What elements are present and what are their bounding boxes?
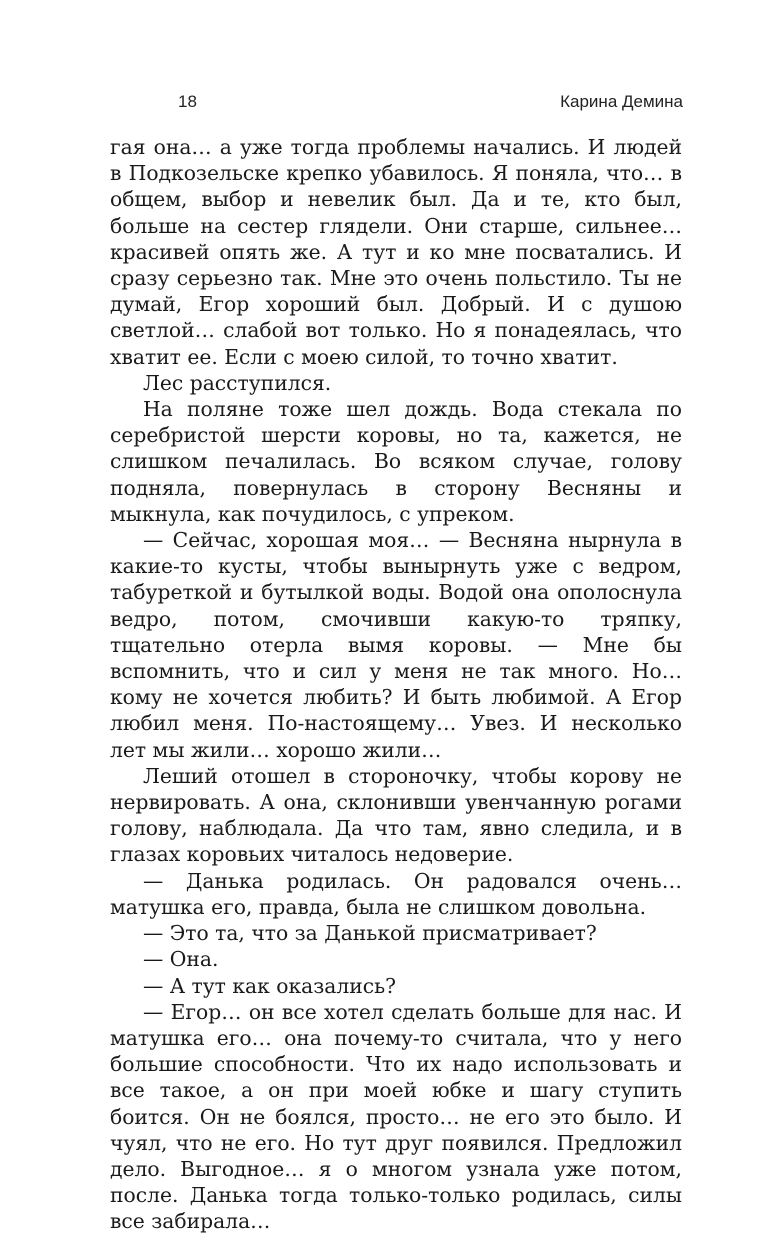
- paragraph: Леший отошел в стороночку, чтобы корову не нервировать. А она, склонивши увенчанную рогами голову, наблюдала. Да что там, явно следила, и в глазах коровьих читалось недоверие.: [110, 763, 682, 867]
- paragraph: гая она… а уже тогда проблемы начались. И людей в Подкозельске крепко убавилось. Я поняла, что… в общем, выбор и невелик был. Да и те, кто был, больше на сестер глядели. Они старше, сильнее… красивей опять же. А тут и ко мне посватались. И сразу серьезно так. Мне это очень польстило. Ты не думай, Егор хороший был. Добрый. И с душою светлой… слабой вот только. Но я понадеялась, что хватит ее. Если с моею силой, то точно хватит.: [110, 135, 682, 369]
- paragraph: На поляне тоже шел дождь. Вода стекала по серебристой шерсти коровы, но та, кажется, не слишком печалилась. Во всяком случае, голову подняла, повернулась в сторону Весняны и мыкнула, как почудилось, с упреком.: [110, 397, 682, 526]
- page-header: [110, 88, 683, 118]
- body-text: [110, 134, 682, 1235]
- paragraph: Лес расступился.: [143, 370, 332, 395]
- paragraph: — А тут как оказались?: [143, 973, 397, 998]
- running-head-author: Карина Демина: [560, 92, 683, 111]
- paragraph: — Данька родилась. Он радовался очень… матушка его, правда, была не слишком довольна.: [110, 868, 682, 919]
- paragraph: — Это та, что за Данькой присматривает?: [143, 921, 597, 946]
- paragraph: — Она.: [143, 947, 219, 972]
- page-number: 18: [178, 92, 197, 111]
- paragraph: — Сейчас, хорошая моя… — Весняна нырнула в какие-то кусты, чтобы вынырнуть уже с ведром, табуреткой и бутылкой воды. Водой она ополоснула ведро, потом, смочивши какую-то тряпку, тщательно отерла вымя коровы. — Мне бы вспомнить, что и сил у меня не так много. Но… кому не хочется любить? И быть любимой. А Егор любил меня. По-настоящему… Увез. И несколько лет мы жили… хорошо жили…: [110, 528, 682, 762]
- paragraph: — Егор… он все хотел сделать больше для нас. И матушка его… она почему-то считала, что у него большие способности. Что их надо использовать и все такое, а он при моей юбке и шагу ступить боится. Он не боялся, просто… не его это было. И чуял, что не его. Но тут друг появился. Предложил дело. Выгодное… я о многом узнала уже потом, после. Данька тогда только-только родилась, силы все забирала…: [110, 999, 682, 1234]
